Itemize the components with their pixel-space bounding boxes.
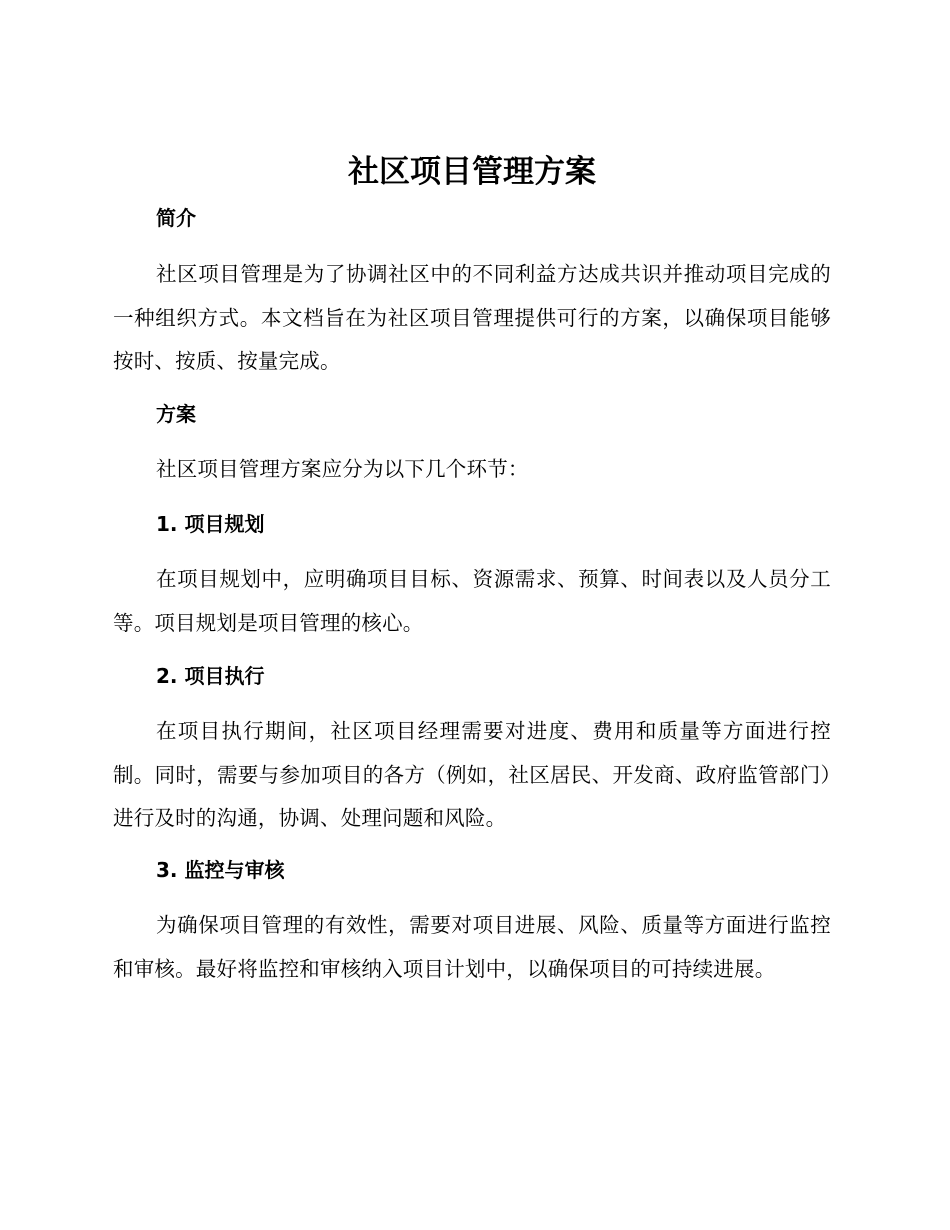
section-paragraph-monitoring: 为确保项目管理的有效性，需要对项目进展、风险、质量等方面进行监控和审核。最好将监控和审核纳入项目计划中，以确保项目的可持续进展。 [113,913,831,981]
section-paragraph-plan: 社区项目管理方案应分为以下几个环节： [156,457,529,481]
section-heading-plan: 方案 [156,402,196,426]
document-title: 社区项目管理方案 [348,154,596,190]
section-paragraph-planning: 在项目规划中，应明确项目目标、资源需求、预算、时间表以及人员分工等。项目规划是项目管理的核心。 [113,567,831,635]
section-paragraph-execution: 在项目执行期间，社区项目经理需要对进度、费用和质量等方面进行控制。同时，需要与参加项目的各方（例如，社区居民、开发商、政府监管部门）进行及时的沟通，协调、处理问题和风险。 [113,719,831,830]
section-heading-planning: 1. 项目规划 [156,512,265,536]
section-paragraph-intro: 社区项目管理是为了协调社区中的不同利益方达成共识并推动项目完成的一种组织方式。本文档旨在为社区项目管理提供可行的方案，以确保项目能够按时、按质、按量完成。 [113,262,831,373]
section-heading-intro: 简介 [156,206,196,230]
section-heading-execution: 2. 项目执行 [156,664,265,688]
section-heading-monitoring: 3. 监控与审核 [156,858,285,882]
